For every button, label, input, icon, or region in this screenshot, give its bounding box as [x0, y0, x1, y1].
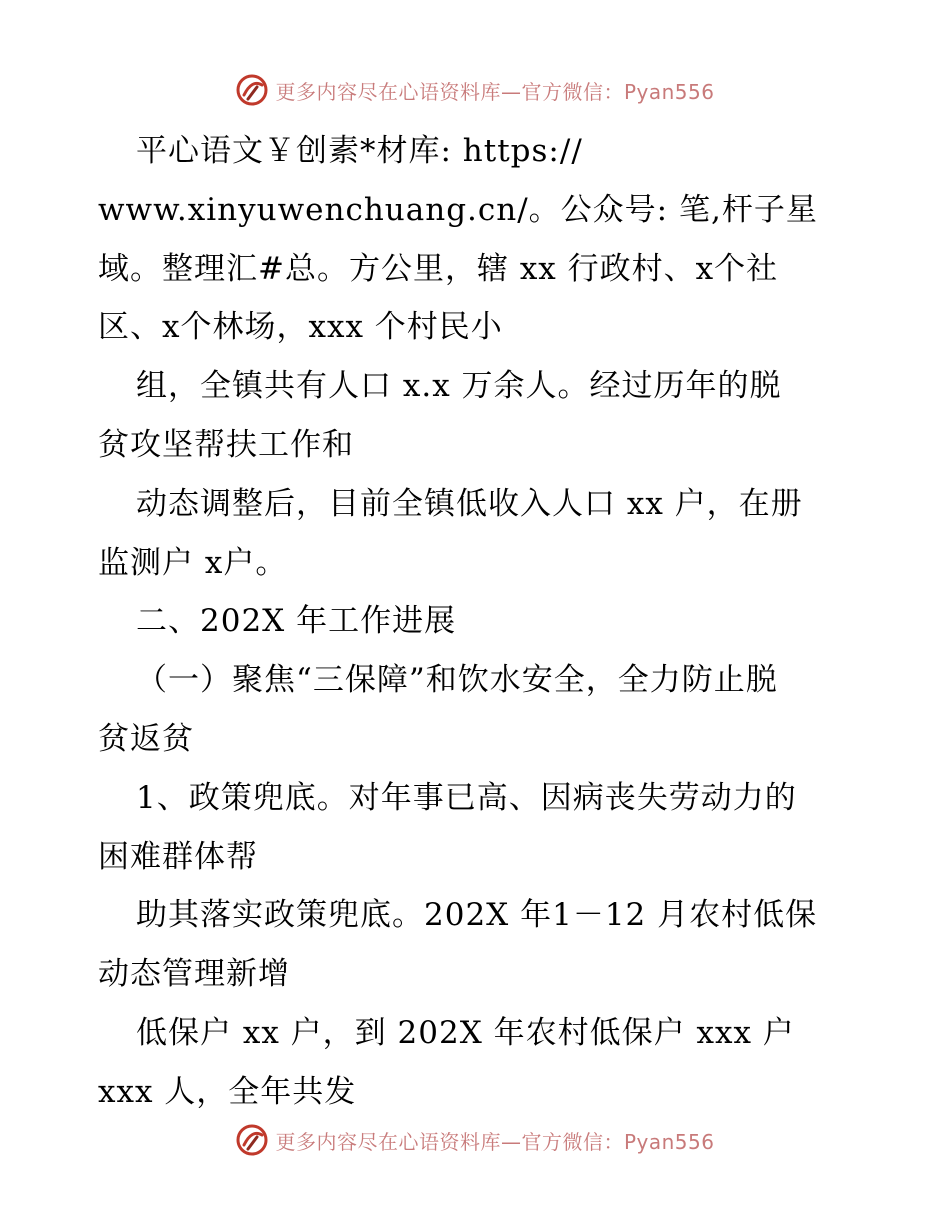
footer-banner — [0, 1120, 950, 1160]
document-body — [98, 122, 858, 1122]
body-text-line: 域。整理汇#总。方公里，辖 xx 行政村、x个社 — [98, 250, 779, 287]
body-text-line: 低保户 xx 户，到 202X 年农村低保户 xxx 户 — [136, 1014, 795, 1051]
body-text-line: 平心语文￥创素*材库: https:// — [136, 133, 583, 169]
body-text-line: www.xinyuwenchuang.cn/。公众号: 笔,杆子星 — [98, 191, 818, 228]
footer-banner-text: 更多内容尽在心语资料库—官方微信：Pyan556 — [275, 1129, 715, 1154]
body-text-line: xxx 人，全年共发 — [98, 1073, 357, 1110]
header-banner — [0, 70, 950, 110]
body-text-line: （一）聚焦“三保障”和饮水安全，全力防止脱 — [136, 662, 778, 699]
body-text-line: 监测户 x户。 — [98, 544, 288, 581]
body-text-line: 贫攻坚帮扶工作和 — [98, 426, 354, 463]
swirl-pen-logo-icon — [235, 73, 269, 107]
body-text-line: 困难群体帮 — [98, 838, 258, 875]
body-text-line: 贫返贫 — [98, 720, 194, 757]
header-banner-text: 更多内容尽在心语资料库—官方微信：Pyan556 — [275, 79, 715, 104]
swirl-pen-logo-icon — [235, 1123, 269, 1157]
body-text-line: 1、政策兜底。对年事已高、因病丧失劳动力的 — [136, 779, 797, 816]
body-text-line: 动态管理新增 — [98, 956, 290, 993]
body-text-line: 组，全镇共有人口 x.x 万余人。经过历年的脱 — [136, 368, 782, 405]
body-text-line: 区、x个林场，xxx 个村民小 — [98, 309, 503, 346]
body-text-line: 动态调整后，目前全镇低收入人口 xx 户，在册 — [136, 485, 803, 522]
body-text-line: 二、202X 年工作进展 — [136, 603, 457, 640]
body-text-line: 助其落实政策兜底。202X 年1－12 月农村低保 — [136, 897, 818, 934]
